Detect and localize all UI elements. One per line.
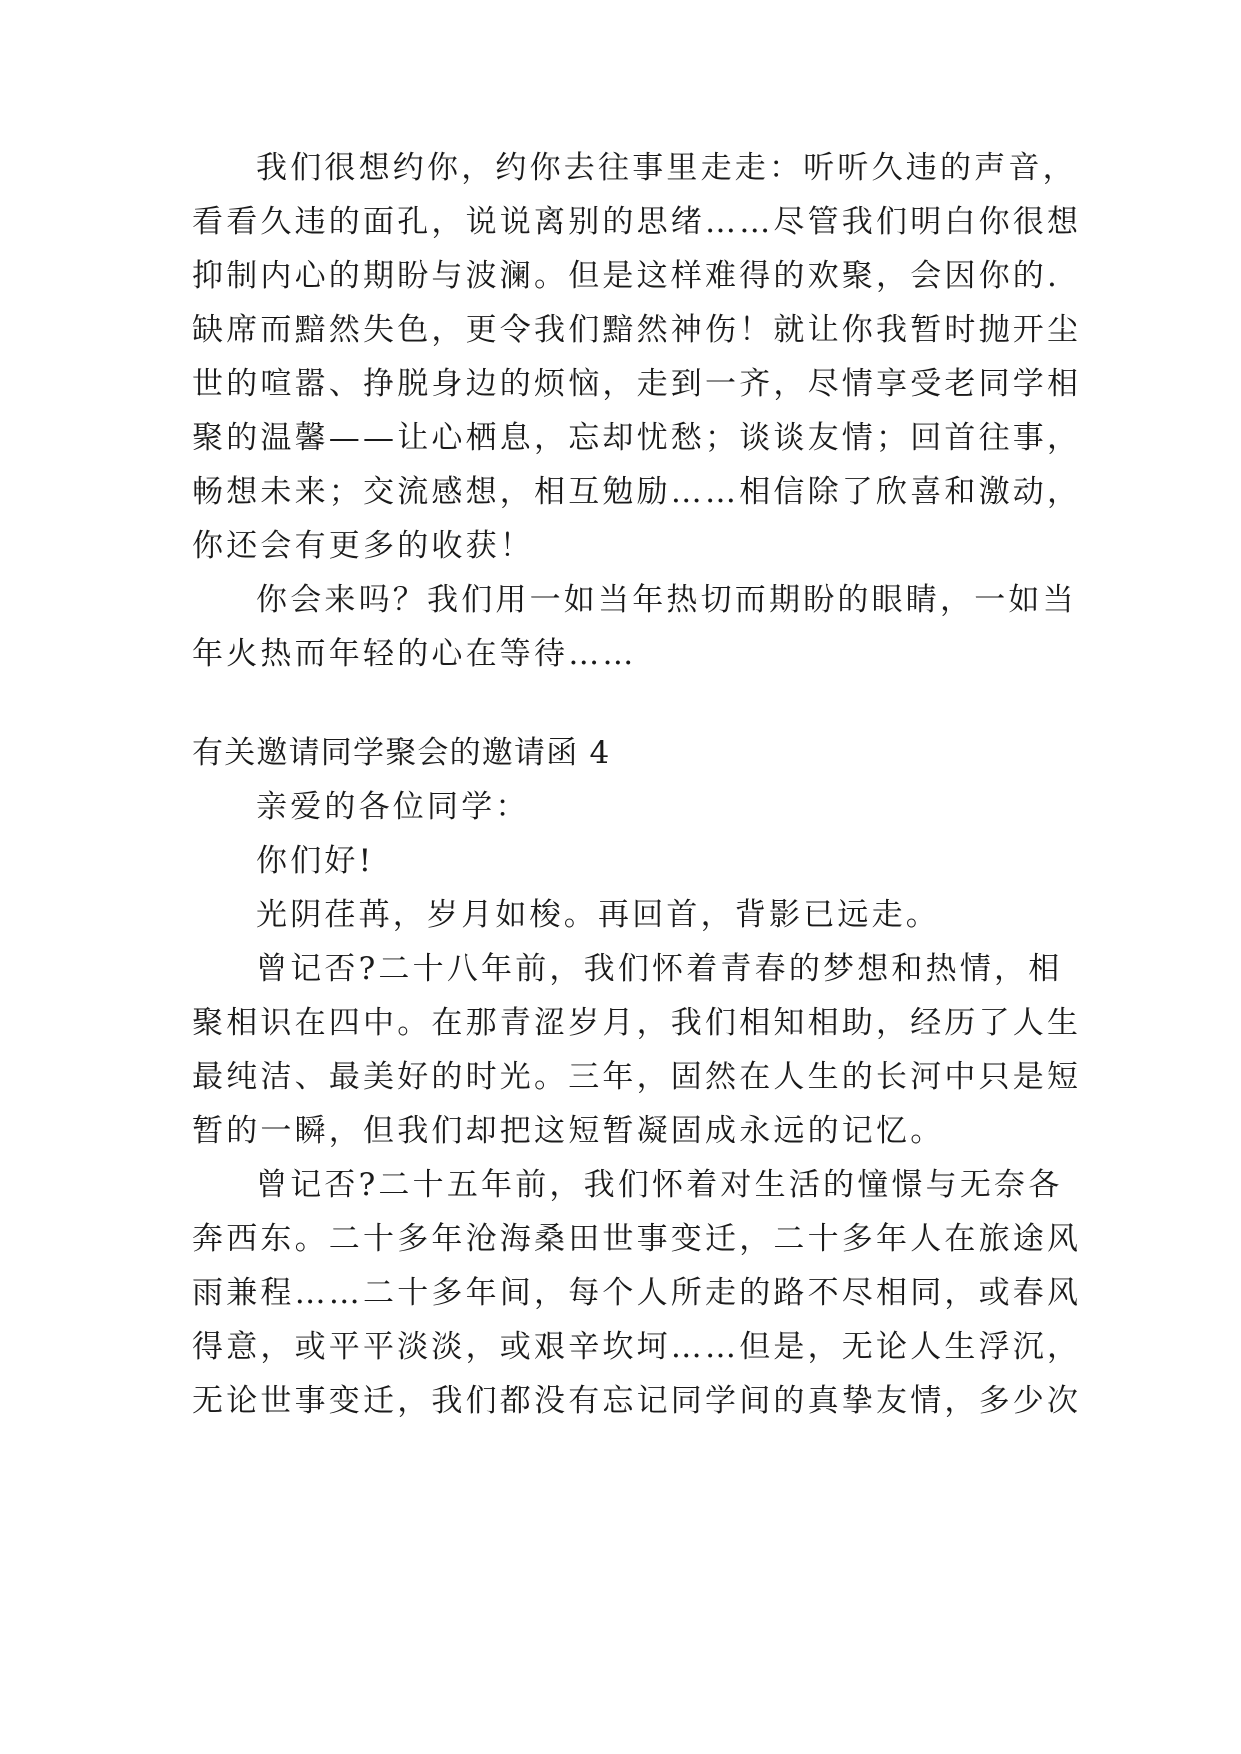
paragraph-line: 曾记否?二十八年前，我们怀着青春的梦想和热情，相 [256,951,1063,987]
greeting: 你们好! [256,843,375,879]
paragraph-line: 曾记否?二十五年前，我们怀着对生活的憧憬与无奈各 [256,1167,1063,1203]
paragraph-line: 世的喧嚣、挣脱身边的烦恼，走到一齐，尽情享受老同学相 [192,366,1082,402]
paragraph-line: 奔西东。二十多年沧海桑田世事变迁，二十多年人在旅途风 [192,1221,1082,1257]
paragraph-line: 年火热而年轻的心在等待…… [192,636,637,672]
paragraph-line: 我们很想约你，约你去往事里走走：听听久违的声音， [256,150,1077,186]
paragraph-line: 缺席而黯然失色，更令我们黯然神伤！就让你我暂时抛开尘 [192,312,1082,348]
paragraph-line: 聚相识在四中。在那青涩岁月，我们相知相助，经历了人生 [192,1005,1082,1041]
paragraph-line: 光阴荏苒，岁月如梭。再回首，背影已远走。 [256,897,940,933]
paragraph-line: 畅想未来；交流感想，相互勉励……相信除了欣喜和激动， [192,474,1082,510]
salutation: 亲爱的各位同学： [256,789,530,825]
paragraph-line: 看看久违的面孔，说说离别的思绪……尽管我们明白你很想 [192,204,1082,240]
paragraph-line: 你会来吗？我们用一如当年热切而期盼的眼睛，一如当 [256,582,1077,618]
paragraph-line: 抑制内心的期盼与波澜。但是这样难得的欢聚，会因你的. [192,258,1061,294]
paragraph-line: 无论世事变迁，我们都没有忘记同学间的真挚友情，多少次 [192,1383,1082,1419]
paragraph-line: 暂的一瞬，但我们却把这短暂凝固成永远的记忆。 [192,1113,945,1149]
paragraph-line: 雨兼程……二十多年间，每个人所走的路不尽相同，或春风 [192,1275,1082,1311]
paragraph-line: 得意，或平平淡淡，或艰辛坎坷……但是，无论人生浮沉， [192,1329,1082,1365]
paragraph-line: 你还会有更多的收获！ [192,528,534,564]
section-heading: 有关邀请同学聚会的邀请函 4 [192,735,611,771]
paragraph-line: 聚的温馨——让心栖息，忘却忧愁；谈谈友情；回首往事， [192,420,1082,456]
paragraph-line: 最纯洁、最美好的时光。三年，固然在人生的长河中只是短 [192,1059,1082,1095]
